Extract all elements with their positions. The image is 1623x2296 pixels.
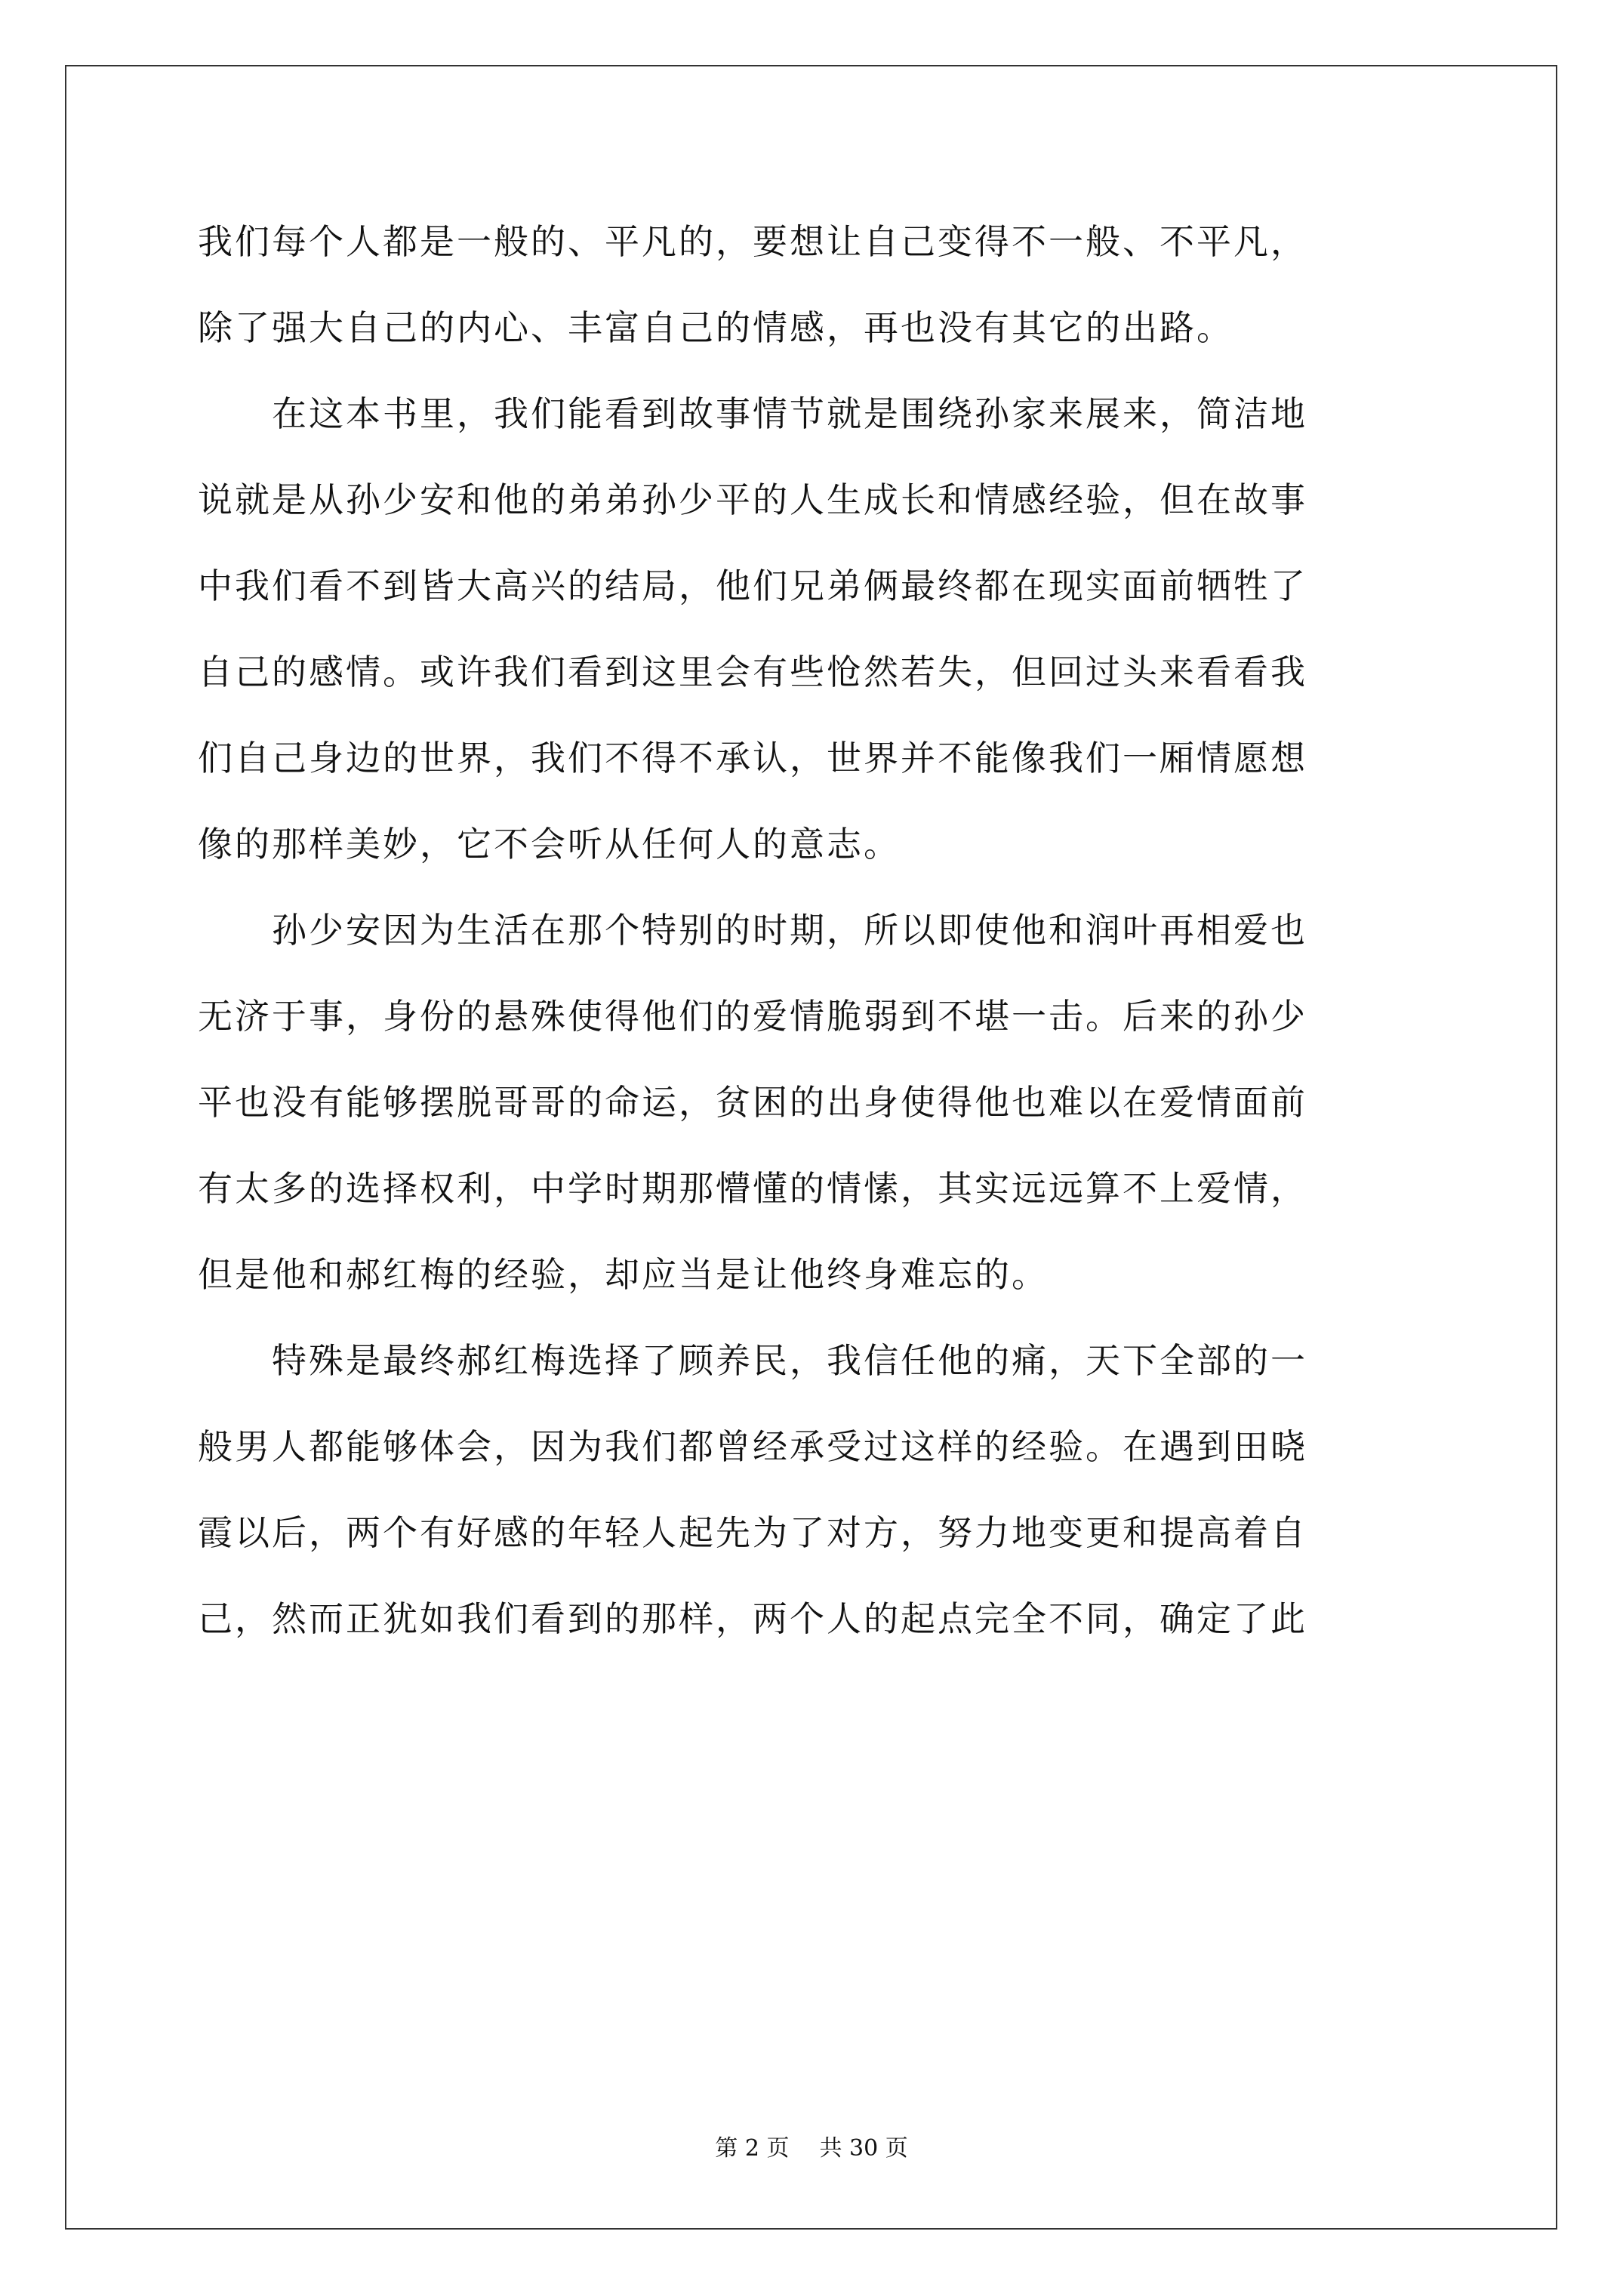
text-line: 中我们看不到皆大高兴的结局，他们兄弟俩最终都在现实面前牺牲了 bbox=[198, 566, 1307, 606]
page-footer bbox=[0, 2134, 1623, 2164]
text-line: 霞以后，两个有好感的年轻人起先为了对方，努力地变更和提高着自 bbox=[198, 1512, 1307, 1553]
text-line: 自己的感情。或许我们看到这里会有些怆然若失，但回过头来看看我 bbox=[198, 652, 1307, 692]
text-line: 有太多的选择权利，中学时期那懵懂的情愫，其实远远算不上爱情， bbox=[198, 1168, 1307, 1209]
text-line: 平也没有能够摆脱哥哥的命运，贫困的出身使得他也难以在爱情面前 bbox=[198, 1082, 1307, 1123]
document-body bbox=[198, 219, 1436, 1682]
text-line: 孙少安因为生活在那个特别的时期，所以即使他和润叶再相爱也 bbox=[198, 910, 1307, 951]
text-line: 们自己身边的世界，我们不得不承认，世界并不能像我们一厢情愿想 bbox=[198, 738, 1307, 778]
text-line: 我们每个人都是一般的、平凡的，要想让自己变得不一般、不平凡， bbox=[198, 221, 1307, 262]
text-line: 特殊是最终郝红梅选择了顾养民，我信任他的痛，天下全部的一 bbox=[198, 1340, 1307, 1381]
text-line: 像的那样美妙，它不会听从任何人的意志。 bbox=[198, 824, 901, 864]
text-line: 在这本书里，我们能看到故事情节就是围绕孙家来展来，简洁地 bbox=[198, 393, 1307, 434]
text-line: 但是他和郝红梅的经验，却应当是让他终身难忘的。 bbox=[198, 1254, 1049, 1295]
page-total: 共 30 页 bbox=[819, 2135, 908, 2162]
page-number: 第 2 页 bbox=[715, 2135, 790, 2162]
text-line: 己，然而正犹如我们看到的那样，两个人的起点完全不同，确定了此 bbox=[198, 1598, 1307, 1639]
text-line: 般男人都能够体会，因为我们都曾经承受过这样的经验。在遇到田晓 bbox=[198, 1426, 1307, 1467]
text-line: 无济于事，身份的悬殊使得他们的爱情脆弱到不堪一击。后来的孙少 bbox=[198, 996, 1307, 1037]
text-line: 说就是从孙少安和他的弟弟孙少平的人生成长和情感经验，但在故事 bbox=[198, 479, 1307, 520]
text-line: 除了强大自己的内心、丰富自己的情感，再也没有其它的出路。 bbox=[198, 307, 1233, 348]
